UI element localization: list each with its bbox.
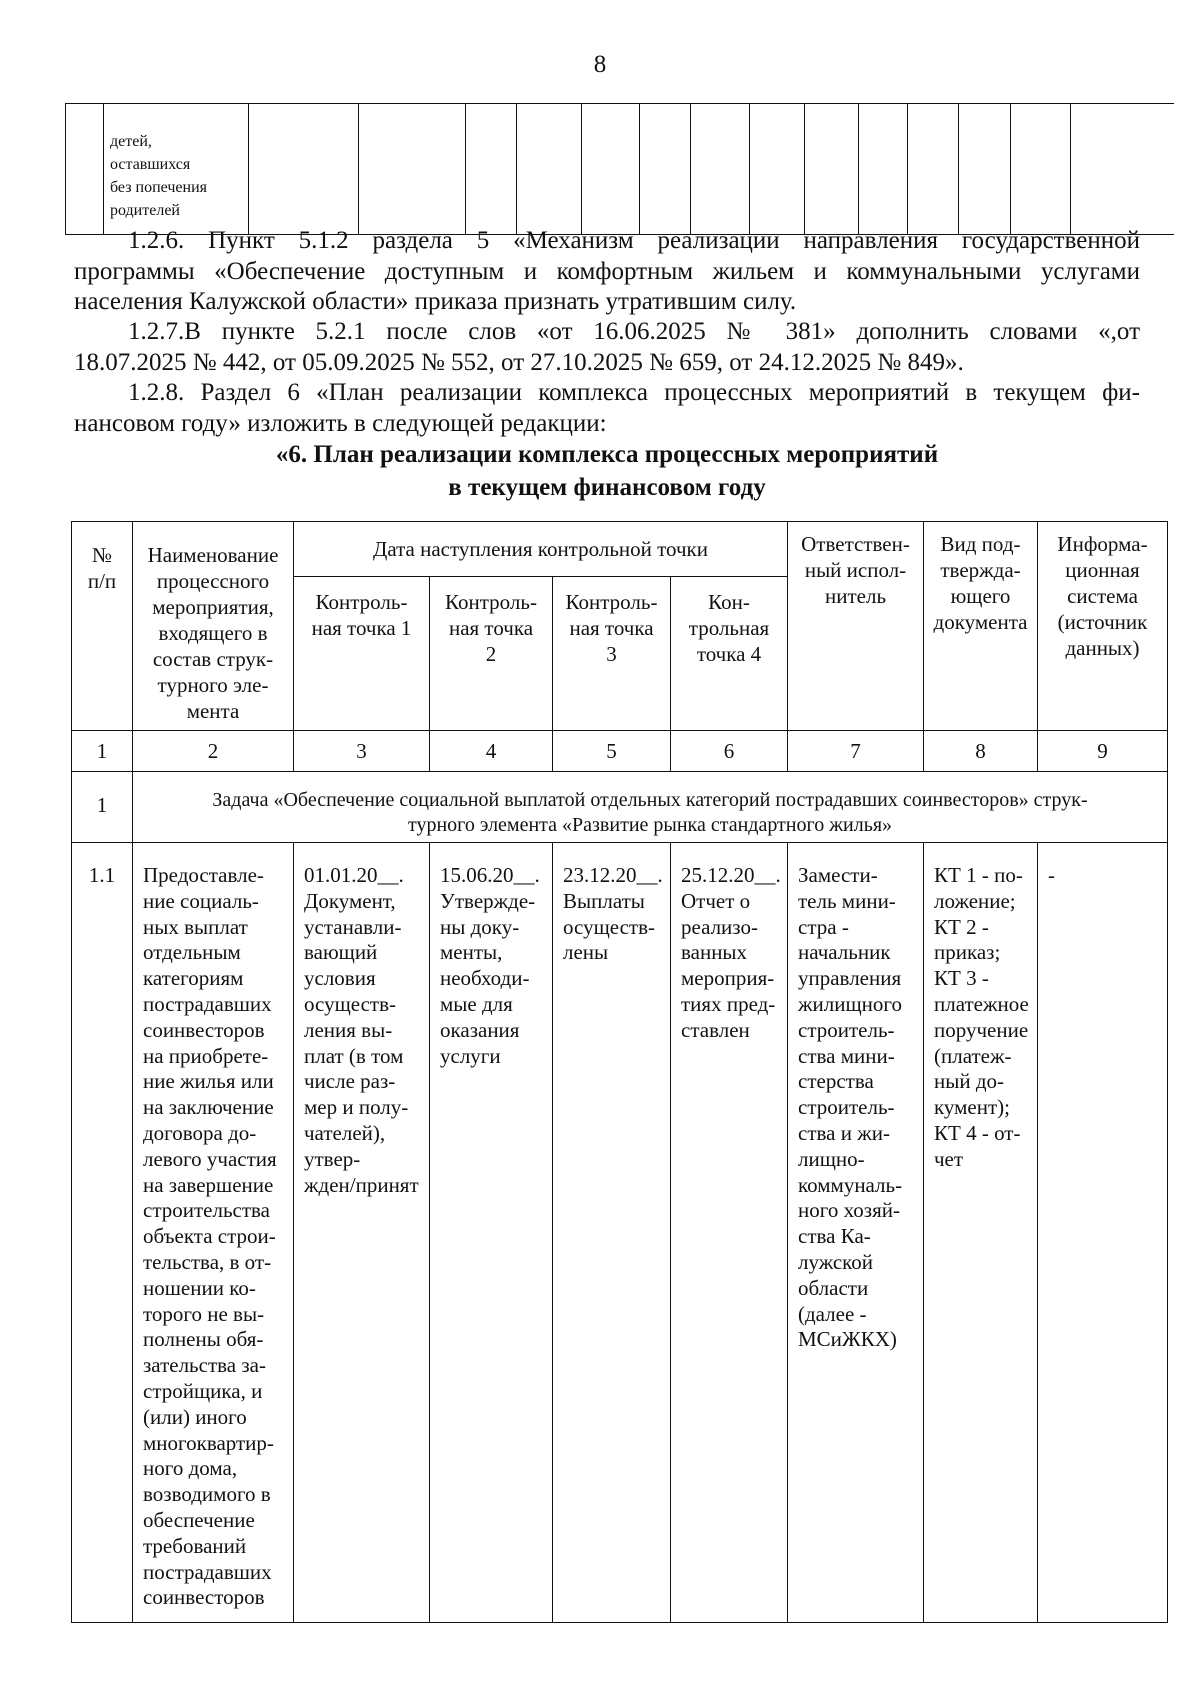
header-checkpoint-2 [430, 577, 553, 731]
header-text-line: состав струк- [152, 647, 274, 671]
table-cell [582, 104, 640, 235]
paragraph-line: 18.07.2025 № 442, от 05.09.2025 № 552, от 27.10.2025 № 659, от 24.12.2025 № 849». [74, 348, 964, 376]
cell-text-line: ного дома, [143, 1456, 238, 1481]
cell-text-line: ставлен [681, 1017, 750, 1042]
document-type-cell [924, 843, 1038, 1623]
header-activity-name [133, 522, 294, 731]
header-text-line: ная точка [569, 616, 654, 640]
table-row [66, 104, 1174, 235]
cell-text-line: услуги [440, 1043, 501, 1068]
cell-text-line: пострадавших [143, 991, 272, 1016]
cell-text-line: 23.12.20__. [563, 863, 663, 887]
table-cell [359, 104, 466, 235]
table-cell [640, 104, 691, 235]
header-checkpoint-4 [671, 577, 788, 731]
cell-text-line: тиях пред- [681, 991, 776, 1016]
header-text-line: документа [933, 610, 1028, 634]
header-text-line: процессного [156, 569, 270, 593]
cell-text-line: на приобрете- [143, 1043, 269, 1068]
cell-text-line: ного хозяй- [798, 1198, 900, 1223]
cell-text-line: Утвержде- [440, 888, 536, 913]
cell-text-line: лужской [798, 1249, 874, 1274]
cell-text-line: необходи- [440, 966, 530, 991]
paragraph-1-2-6 [74, 226, 1140, 318]
paragraph-line: нансовом году» изложить в следующей редакции: [74, 409, 607, 437]
task-number: 1 [96, 793, 108, 817]
table-cell [750, 104, 805, 235]
header-number [72, 522, 133, 731]
cell-text-line: вающий [304, 940, 378, 965]
cell-text-line: ства и жи- [798, 1120, 890, 1145]
header-document-type [924, 522, 1038, 731]
header-checkpoint-3 [553, 577, 671, 731]
header-checkpoint-date-text: Дата наступления контрольной точки [373, 537, 708, 561]
header-text-line: ющего [950, 584, 1011, 608]
table-cell [859, 104, 908, 235]
cell-text-line: 15.06.20__. [440, 863, 540, 887]
header-text-line: Кон- [708, 590, 750, 614]
cell-text-line: стройщика, и [143, 1378, 263, 1403]
table-cell [466, 104, 517, 235]
checkpoint-3 [553, 843, 670, 966]
plan-table [71, 521, 1168, 1623]
row-number-cell [72, 843, 133, 1623]
paragraph-line: программы «Обеспечение доступным и комфортным жильем и коммунальными услугами [74, 257, 1140, 285]
cell-text-line: КТ 1 - по- [934, 863, 1023, 887]
cell-text-line: зательства за- [143, 1353, 266, 1378]
info-system-cell [1038, 843, 1168, 1623]
cell-text-line: стерства [798, 1069, 874, 1094]
paragraph-1-2-7 [74, 317, 1140, 378]
responsible-executor [788, 843, 923, 1353]
cell-text-line: соинвесторов [143, 1585, 265, 1610]
cell-text-line: строитель- [798, 1017, 895, 1042]
cell-text-line: ства Ка- [798, 1224, 871, 1249]
header-text-line: № [91, 543, 113, 567]
cell-text-line: мер и полу- [304, 1095, 409, 1120]
table-row [72, 843, 1168, 1623]
cell-text-line: (или) иного [143, 1404, 247, 1429]
cell-text-line: Замести- [798, 863, 878, 887]
header-text-line: 2 [485, 642, 497, 666]
header-text-line: (источник [1057, 610, 1148, 634]
cell-text-line: управления [798, 966, 902, 991]
cell-text-line: строительства [143, 1198, 271, 1223]
checkpoint-4 [671, 843, 787, 1044]
table-cell [908, 104, 959, 235]
cell-text-line: Документ, [304, 888, 396, 913]
paragraph-line: 1.2.8. Раздел 6 «План реализации комплекса процессных мероприятий в текущем фи- [128, 379, 1140, 406]
checkpoint-2-cell [430, 843, 553, 1623]
cell-text-line: жилищного [798, 991, 902, 1016]
header-text-line: турного эле- [157, 673, 269, 697]
task-text-line: турного элемента «Развитие рынка стандартного жилья» [407, 814, 893, 836]
checkpoint-1-cell [294, 843, 430, 1623]
heading-line: «6. План реализации комплекса процессных мероприятий [275, 441, 939, 468]
header-text-line: нитель [824, 584, 887, 608]
checkpoint-4-cell [671, 843, 788, 1623]
category-text-line: без попечения [110, 179, 208, 196]
task-title [133, 772, 1167, 838]
cell-text-line: платежное [934, 991, 1029, 1016]
table-cell [959, 104, 1011, 235]
cell-text-line: ношении ко- [143, 1275, 256, 1300]
cell-text-line: ных выплат [143, 914, 248, 939]
header-text-line: Наименование [147, 543, 279, 567]
cell-text-line: утвер- [304, 1146, 361, 1171]
document-type [924, 843, 1037, 1173]
cell-text-line: - [1048, 863, 1055, 887]
activity-name [133, 843, 293, 1611]
cell-text-line: реализо- [681, 914, 758, 939]
continued-table-fragment [65, 103, 1174, 235]
header-text-line: твержда- [940, 558, 1021, 582]
cell-text-line: полнены обя- [143, 1327, 264, 1352]
cell-text-line: КТ 3 - [934, 966, 989, 991]
header-text-line: точка 4 [696, 642, 762, 666]
header-info-system-text [1038, 522, 1167, 661]
cell-text-line: строитель- [798, 1095, 895, 1120]
paragraph-1-2-8 [74, 378, 1140, 439]
cell-text-line: кумент); [934, 1095, 1010, 1120]
cell-text-line: (платеж- [934, 1043, 1012, 1068]
cell-text-line: чет [934, 1146, 964, 1171]
header-text-line: мента [186, 699, 240, 723]
header-checkpoint-4-text [671, 577, 787, 667]
cell-text-line: соинвесторов [143, 1017, 265, 1042]
header-checkpoint-date-group [294, 522, 788, 577]
cell-text-line: лены [563, 940, 609, 965]
header-checkpoint-1 [294, 577, 430, 731]
cell-text-line: чателей), [304, 1120, 386, 1145]
header-text-line: Ответствен- [801, 532, 910, 556]
cell-text-line: начальник [798, 940, 891, 965]
cell-text-line: осуществ- [304, 991, 396, 1016]
category-text-line: детей, [110, 133, 152, 150]
cell-text-line: жден/принят [304, 1172, 419, 1197]
table-cell [1071, 104, 1174, 235]
cell-text-line: поручение [934, 1017, 1029, 1042]
cell-text-line: ние жилья или [143, 1069, 274, 1094]
cell-text-line: обеспечение [143, 1507, 255, 1532]
header-text-line: входящего в [158, 621, 268, 645]
cell-text-line: на заключение [143, 1095, 274, 1120]
cell-text-line: лищно- [798, 1146, 865, 1171]
paragraph-line: 1.2.7.В пункте 5.2.1 после слов «от 16.06.2025 № 381» дополнить словами «,от [128, 318, 1140, 345]
header-checkpoint-2-text [430, 577, 552, 667]
paragraph-line: 1.2.6. Пункт 5.1.2 раздела 5 «Механизм реализации направления государственной [128, 227, 1140, 254]
header-text-line: Информа- [1057, 532, 1148, 556]
header-text-line: Контроль- [565, 590, 658, 614]
cell-text-line: КТ 4 - от- [934, 1120, 1021, 1145]
paragraph-line: населения Калужской области» приказа признать утратившим силу. [74, 288, 797, 315]
cell-text-line: пострадавших [143, 1559, 272, 1584]
cell-text-line: КТ 2 - [934, 914, 989, 939]
header-text-line: трольная [688, 616, 770, 640]
checkpoint-2 [430, 843, 552, 1069]
checkpoint-3-cell [553, 843, 671, 1623]
cell-text-line: договора до- [143, 1120, 257, 1145]
cell-text-line: ванных [681, 940, 748, 965]
cell-text-line: ложение; [934, 888, 1016, 913]
column-number-row [72, 731, 1168, 772]
page-number: 8 [593, 51, 607, 78]
cell-text-line: торого не вы- [143, 1301, 265, 1326]
cell-text-line: Выплаты [563, 888, 645, 913]
info-system [1038, 843, 1167, 889]
header-text-line: Вид под- [940, 532, 1021, 556]
table-cell [517, 104, 582, 235]
header-info-system [1038, 522, 1168, 731]
column-number: 4 [430, 731, 553, 772]
column-number: 6 [671, 731, 788, 772]
table-cell [249, 104, 359, 235]
cell-text-line: тельства, в от- [143, 1249, 272, 1274]
category-text-line: родителей [110, 202, 180, 219]
column-number: 1 [72, 731, 133, 772]
header-document-type-text [924, 522, 1037, 635]
header-text-line: ный испол- [804, 558, 907, 582]
cell-text-line: области [798, 1275, 869, 1300]
cell-text-line: ный до- [934, 1069, 1005, 1094]
table-cell [66, 104, 104, 235]
header-row [72, 522, 1168, 577]
cell-text-line: мые для [440, 991, 513, 1016]
task-row [72, 772, 1168, 843]
cell-text-line: требований [143, 1533, 247, 1558]
column-number: 8 [924, 731, 1038, 772]
cell-text-line: тель мини- [798, 888, 896, 913]
header-text-line: Контроль- [445, 590, 537, 614]
cell-text-line: оказания [440, 1017, 520, 1042]
header-text-line: ная точка 1 [311, 616, 412, 640]
activity-name-cell [133, 843, 294, 1623]
cell-text-line: числе раз- [304, 1069, 396, 1094]
header-text-line: данных) [1065, 636, 1140, 660]
table-cell [1011, 104, 1071, 235]
cell-text-line: 01.01.20__. [304, 863, 404, 887]
cell-text-line: Отчет о [681, 888, 751, 913]
header-text-line: мероприятия, [152, 595, 274, 619]
cell-text-line: условия [304, 966, 376, 991]
cell-text-line: устанавли- [304, 914, 402, 939]
column-number: 7 [788, 731, 924, 772]
header-responsible-text [788, 522, 923, 609]
column-number: 3 [294, 731, 430, 772]
row-number: 1.1 [88, 863, 116, 887]
header-text-line: 3 [606, 642, 617, 666]
header-activity-name-text [133, 522, 293, 724]
header-number-text [72, 522, 132, 594]
header-text-line: п/п [87, 569, 117, 593]
cell-text-line: Предоставле- [143, 863, 264, 887]
category-text [104, 104, 248, 222]
column-number: 5 [553, 731, 671, 772]
cell-text-line: менты, [440, 940, 503, 965]
category-cell [104, 104, 249, 235]
responsible-cell [788, 843, 924, 1623]
category-text-line: оставшихся [110, 156, 191, 173]
task-title-cell [133, 772, 1168, 843]
cell-text-line: МСиЖКХ) [798, 1327, 897, 1352]
cell-text-line: ние социаль- [143, 888, 259, 913]
cell-text-line: категориям [143, 966, 244, 991]
checkpoint-1 [294, 843, 429, 1198]
header-text-line: ционная [1065, 558, 1140, 582]
cell-text-line: ления вы- [304, 1017, 393, 1042]
cell-text-line: плат (в том [304, 1043, 404, 1068]
task-number-cell [72, 772, 133, 843]
header-checkpoint-1-text [294, 577, 429, 641]
header-text-line: Контроль- [315, 590, 408, 614]
heading-line: в текущем финансовом году [448, 474, 766, 501]
cell-text-line: на завершение [143, 1172, 274, 1197]
cell-text-line: (далее - [798, 1301, 867, 1326]
cell-text-line: осуществ- [563, 914, 655, 939]
cell-text-line: возводимого в [143, 1482, 271, 1507]
header-text-line: система [1067, 584, 1138, 608]
cell-text-line: мероприя- [681, 966, 775, 991]
cell-text-line: приказ; [934, 940, 1001, 965]
column-number: 2 [133, 731, 294, 772]
cell-text-line: ства мини- [798, 1043, 895, 1068]
cell-text-line: объекта строи- [143, 1224, 276, 1249]
column-number: 9 [1038, 731, 1168, 772]
task-text-line: Задача «Обеспечение социальной выплатой отдельных категорий пострадавших соинвесторов» струк- [212, 789, 1088, 811]
cell-text-line: 25.12.20__. [681, 863, 781, 887]
table-cell [691, 104, 750, 235]
header-responsible [788, 522, 924, 731]
section-heading [74, 438, 1140, 504]
table-cell [805, 104, 859, 235]
cell-text-line: стра - [798, 914, 849, 939]
header-text-line: ная точка [448, 616, 534, 640]
cell-text-line: многоквартир- [143, 1430, 274, 1455]
cell-text-line: ны доку- [440, 914, 520, 939]
header-checkpoint-3-text [553, 577, 670, 667]
cell-text-line: отдельным [143, 940, 241, 965]
cell-text-line: левого участия [143, 1146, 277, 1171]
cell-text-line: коммуналь- [798, 1172, 903, 1197]
